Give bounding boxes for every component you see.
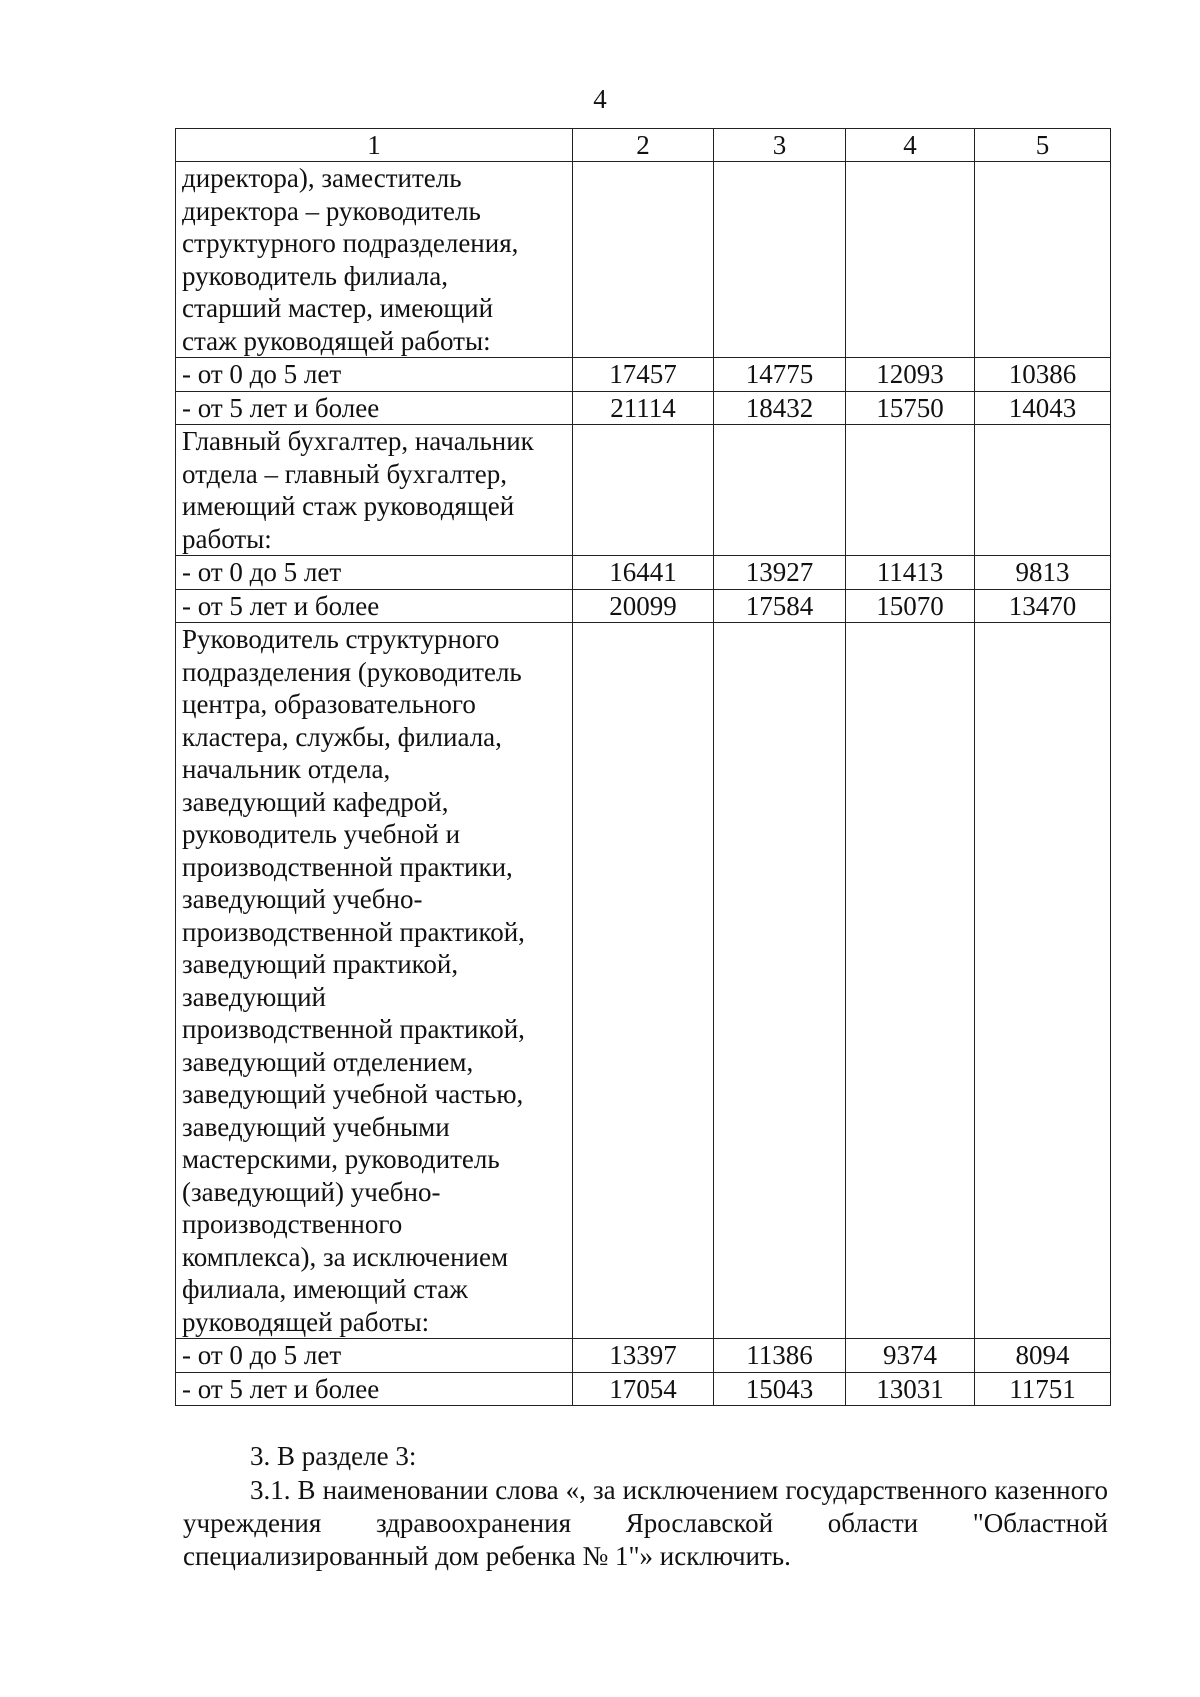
salary-value-cell (975, 425, 1111, 556)
salary-value-cell (846, 425, 975, 556)
salary-value-cell: 18432 (714, 391, 846, 425)
row-category-label: - от 5 лет и более (176, 589, 573, 623)
table-row (176, 589, 1111, 623)
column-header: 2 (573, 129, 714, 162)
section-heading: 3. В разделе 3: (250, 1441, 417, 1471)
salary-value-cell: 15043 (714, 1372, 846, 1406)
salary-value-cell: 12093 (846, 358, 975, 392)
salary-value-cell: 16441 (573, 556, 714, 590)
row-category-label: - от 0 до 5 лет (176, 358, 573, 392)
salary-value-cell: 8094 (975, 1339, 1111, 1373)
salary-value-cell: 20099 (573, 589, 714, 623)
salary-value-cell (573, 623, 714, 1339)
salary-value-cell: 17457 (573, 358, 714, 392)
salary-value-cell: 17054 (573, 1372, 714, 1406)
salary-value-cell: 13927 (714, 556, 846, 590)
salary-value-cell: 14043 (975, 391, 1111, 425)
table-header-row (176, 129, 1111, 162)
salary-value-cell (846, 162, 975, 358)
salary-value-cell: 13397 (573, 1339, 714, 1373)
salary-value-cell: 11413 (846, 556, 975, 590)
section-paragraph: 3.1. В наименовании слова «, за исключением государственного казенного учреждения здравоохранения Ярославской области "Областной специализированный дом ребенка № 1"» исключить. (183, 1475, 1108, 1571)
salary-value-cell (846, 623, 975, 1339)
salary-value-cell: 15070 (846, 589, 975, 623)
salary-value-cell: 9813 (975, 556, 1111, 590)
salary-value-cell (573, 162, 714, 358)
row-category-label: - от 5 лет и более (176, 391, 573, 425)
salary-table (175, 128, 1111, 1406)
table-row (176, 556, 1111, 590)
page-number: 4 (593, 84, 607, 114)
salary-value-cell: 10386 (975, 358, 1111, 392)
row-category-label: - от 0 до 5 лет (176, 1339, 573, 1373)
salary-value-cell (714, 425, 846, 556)
salary-value-cell (975, 162, 1111, 358)
column-header: 4 (846, 129, 975, 162)
row-category-label: - от 0 до 5 лет (176, 556, 573, 590)
salary-value-cell: 15750 (846, 391, 975, 425)
table-row (176, 358, 1111, 392)
table-row (176, 623, 1111, 1339)
table-row (176, 425, 1111, 556)
table-row (176, 1339, 1111, 1373)
salary-value-cell (573, 425, 714, 556)
salary-value-cell (714, 623, 846, 1339)
row-category-label: директора), заместитель директора – руководитель структурного подразделения, руководитель филиала, старший мастер, имеющий стаж руководящей работы: (176, 162, 573, 358)
salary-value-cell (714, 162, 846, 358)
table-row (176, 1372, 1111, 1406)
row-category-label: Главный бухгалтер, начальник отдела – главный бухгалтер, имеющий стаж руководящей работы: (176, 425, 573, 556)
column-header: 5 (975, 129, 1111, 162)
table-row (176, 391, 1111, 425)
salary-value-cell: 14775 (714, 358, 846, 392)
salary-value-cell: 11386 (714, 1339, 846, 1373)
salary-value-cell: 17584 (714, 589, 846, 623)
salary-value-cell: 13031 (846, 1372, 975, 1406)
row-category-label: Руководитель структурного подразделения (руководитель центра, образовательного кластера, службы, филиала, начальник отдела, заведующий кафедрой, руководитель учебной и производственной практики, заведующий учебно- производственной практикой, заведующий практикой, заведующий производственной практикой, заведующий отделением, заведующий учебной частью, заведующий учебными мастерскими, руководитель (заведующий) учебно- производственного комплекса), за исключением филиала, имеющий стаж руководящей работы: (176, 623, 573, 1339)
salary-value-cell: 13470 (975, 589, 1111, 623)
column-header: 1 (176, 129, 573, 162)
salary-value-cell (975, 623, 1111, 1339)
row-category-label: - от 5 лет и более (176, 1372, 573, 1406)
salary-value-cell: 9374 (846, 1339, 975, 1373)
table-row (176, 162, 1111, 358)
salary-value-cell: 11751 (975, 1372, 1111, 1406)
column-header: 3 (714, 129, 846, 162)
salary-value-cell: 21114 (573, 391, 714, 425)
